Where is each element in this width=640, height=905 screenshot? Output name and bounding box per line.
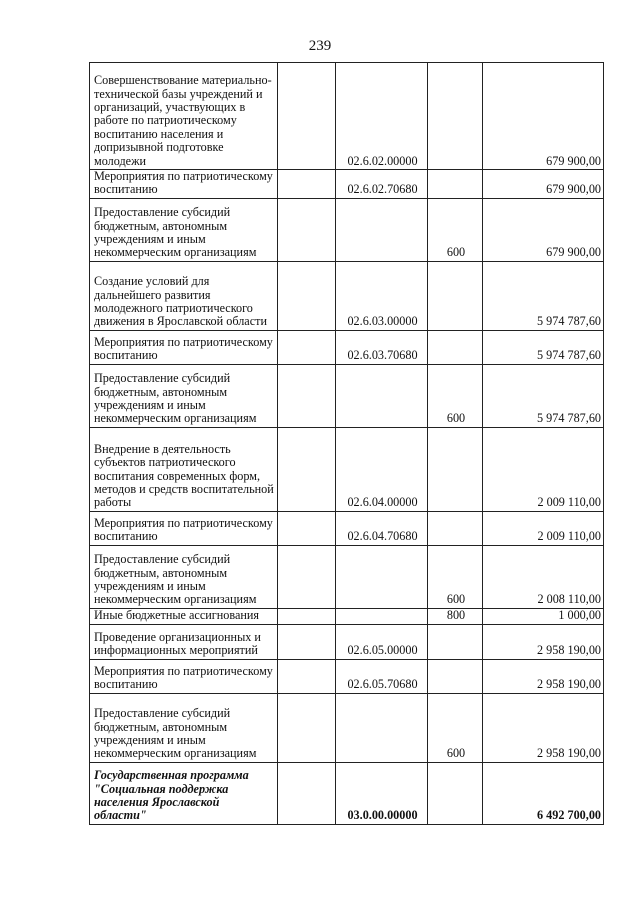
- row-type-cell: 600: [428, 693, 483, 762]
- row-empty-cell: [278, 170, 336, 199]
- row-code-cell: 02.6.03.00000: [336, 261, 428, 330]
- row-code-cell: 02.6.05.00000: [336, 624, 428, 659]
- row-type-cell: 600: [428, 364, 483, 427]
- row-amount-cell: 679 900,00: [483, 170, 604, 199]
- row-amount-cell: 679 900,00: [483, 63, 604, 170]
- row-empty-cell: [278, 762, 336, 824]
- row-name-cell: Проведение организационных и информационных мероприятий: [90, 624, 278, 659]
- table-row: [90, 63, 604, 170]
- row-name-cell: Мероприятия по патриотическому воспитанию: [90, 659, 278, 693]
- row-type-cell: [428, 63, 483, 170]
- row-amount-cell: 2 958 190,00: [483, 659, 604, 693]
- row-code-cell: 02.6.02.70680: [336, 170, 428, 199]
- row-amount-cell: 5 974 787,60: [483, 330, 604, 364]
- table-row: [90, 427, 604, 511]
- row-amount-cell: 2 009 110,00: [483, 511, 604, 545]
- row-name-cell: Предоставление субсидий бюджетным, автономным учреждениям и иным некоммерческим организациям: [90, 198, 278, 261]
- row-code-cell: 02.6.02.00000: [336, 63, 428, 170]
- table-row: [90, 545, 604, 608]
- row-name-cell: Совершенствование материально-технической базы учреждений и организаций, участвующих в работе по патриотическому воспитанию населения и допризывной подготовке молодежи: [90, 63, 278, 170]
- table-row: [90, 198, 604, 261]
- row-empty-cell: [278, 693, 336, 762]
- row-code-cell: [336, 693, 428, 762]
- row-type-cell: [428, 762, 483, 824]
- row-type-cell: [428, 624, 483, 659]
- row-empty-cell: [278, 198, 336, 261]
- row-type-cell: [428, 261, 483, 330]
- row-type-cell: [428, 170, 483, 199]
- row-empty-cell: [278, 330, 336, 364]
- table-row: [90, 261, 604, 330]
- table-row: [90, 762, 604, 824]
- row-amount-cell: 2 958 190,00: [483, 624, 604, 659]
- row-empty-cell: [278, 364, 336, 427]
- table-row: [90, 330, 604, 364]
- row-empty-cell: [278, 261, 336, 330]
- row-code-cell: 02.6.04.00000: [336, 427, 428, 511]
- row-type-cell: 600: [428, 545, 483, 608]
- row-amount-cell: 2 008 110,00: [483, 545, 604, 608]
- row-name-cell: Государственная программа "Социальная поддержка населения Ярославской области": [90, 762, 278, 824]
- row-amount-cell: 2 009 110,00: [483, 427, 604, 511]
- table-row: [90, 693, 604, 762]
- row-amount-cell: 6 492 700,00: [483, 762, 604, 824]
- table-row: [90, 364, 604, 427]
- row-type-cell: [428, 330, 483, 364]
- row-name-cell: Предоставление субсидий бюджетным, автономным учреждениям и иным некоммерческим организациям: [90, 693, 278, 762]
- row-name-cell: Мероприятия по патриотическому воспитанию: [90, 170, 278, 199]
- row-empty-cell: [278, 511, 336, 545]
- row-empty-cell: [278, 427, 336, 511]
- page-number: 239: [308, 38, 332, 54]
- row-name-cell: Иные бюджетные ассигнования: [90, 608, 278, 624]
- row-empty-cell: [278, 659, 336, 693]
- row-amount-cell: 5 974 787,60: [483, 364, 604, 427]
- table-row: [90, 659, 604, 693]
- row-empty-cell: [278, 545, 336, 608]
- row-code-cell: 03.0.00.00000: [336, 762, 428, 824]
- row-type-cell: 800: [428, 608, 483, 624]
- row-code-cell: [336, 608, 428, 624]
- row-code-cell: [336, 545, 428, 608]
- row-name-cell: Мероприятия по патриотическому воспитанию: [90, 511, 278, 545]
- table-row: [90, 624, 604, 659]
- row-code-cell: [336, 198, 428, 261]
- row-type-cell: [428, 511, 483, 545]
- row-code-cell: 02.6.05.70680: [336, 659, 428, 693]
- row-amount-cell: 2 958 190,00: [483, 693, 604, 762]
- row-amount-cell: 5 974 787,60: [483, 261, 604, 330]
- row-empty-cell: [278, 63, 336, 170]
- row-type-cell: [428, 659, 483, 693]
- row-code-cell: 02.6.04.70680: [336, 511, 428, 545]
- row-empty-cell: [278, 608, 336, 624]
- row-name-cell: Внедрение в деятельность субъектов патриотического воспитания современных форм, методов и средств воспитательной работы: [90, 427, 278, 511]
- row-type-cell: 600: [428, 198, 483, 261]
- table-row: [90, 608, 604, 624]
- row-amount-cell: 679 900,00: [483, 198, 604, 261]
- table-row: [90, 170, 604, 199]
- row-name-cell: Мероприятия по патриотическому воспитанию: [90, 330, 278, 364]
- row-empty-cell: [278, 624, 336, 659]
- row-code-cell: [336, 364, 428, 427]
- row-amount-cell: 1 000,00: [483, 608, 604, 624]
- row-type-cell: [428, 427, 483, 511]
- budget-table: [89, 62, 604, 825]
- row-name-cell: Создание условий для дальнейшего развития молодежного патриотического движения в Ярославской области: [90, 261, 278, 330]
- row-name-cell: Предоставление субсидий бюджетным, автономным учреждениям и иным некоммерческим организациям: [90, 545, 278, 608]
- row-code-cell: 02.6.03.70680: [336, 330, 428, 364]
- row-name-cell: Предоставление субсидий бюджетным, автономным учреждениям и иным некоммерческим организациям: [90, 364, 278, 427]
- budget-table-body: [90, 63, 604, 825]
- table-row: [90, 511, 604, 545]
